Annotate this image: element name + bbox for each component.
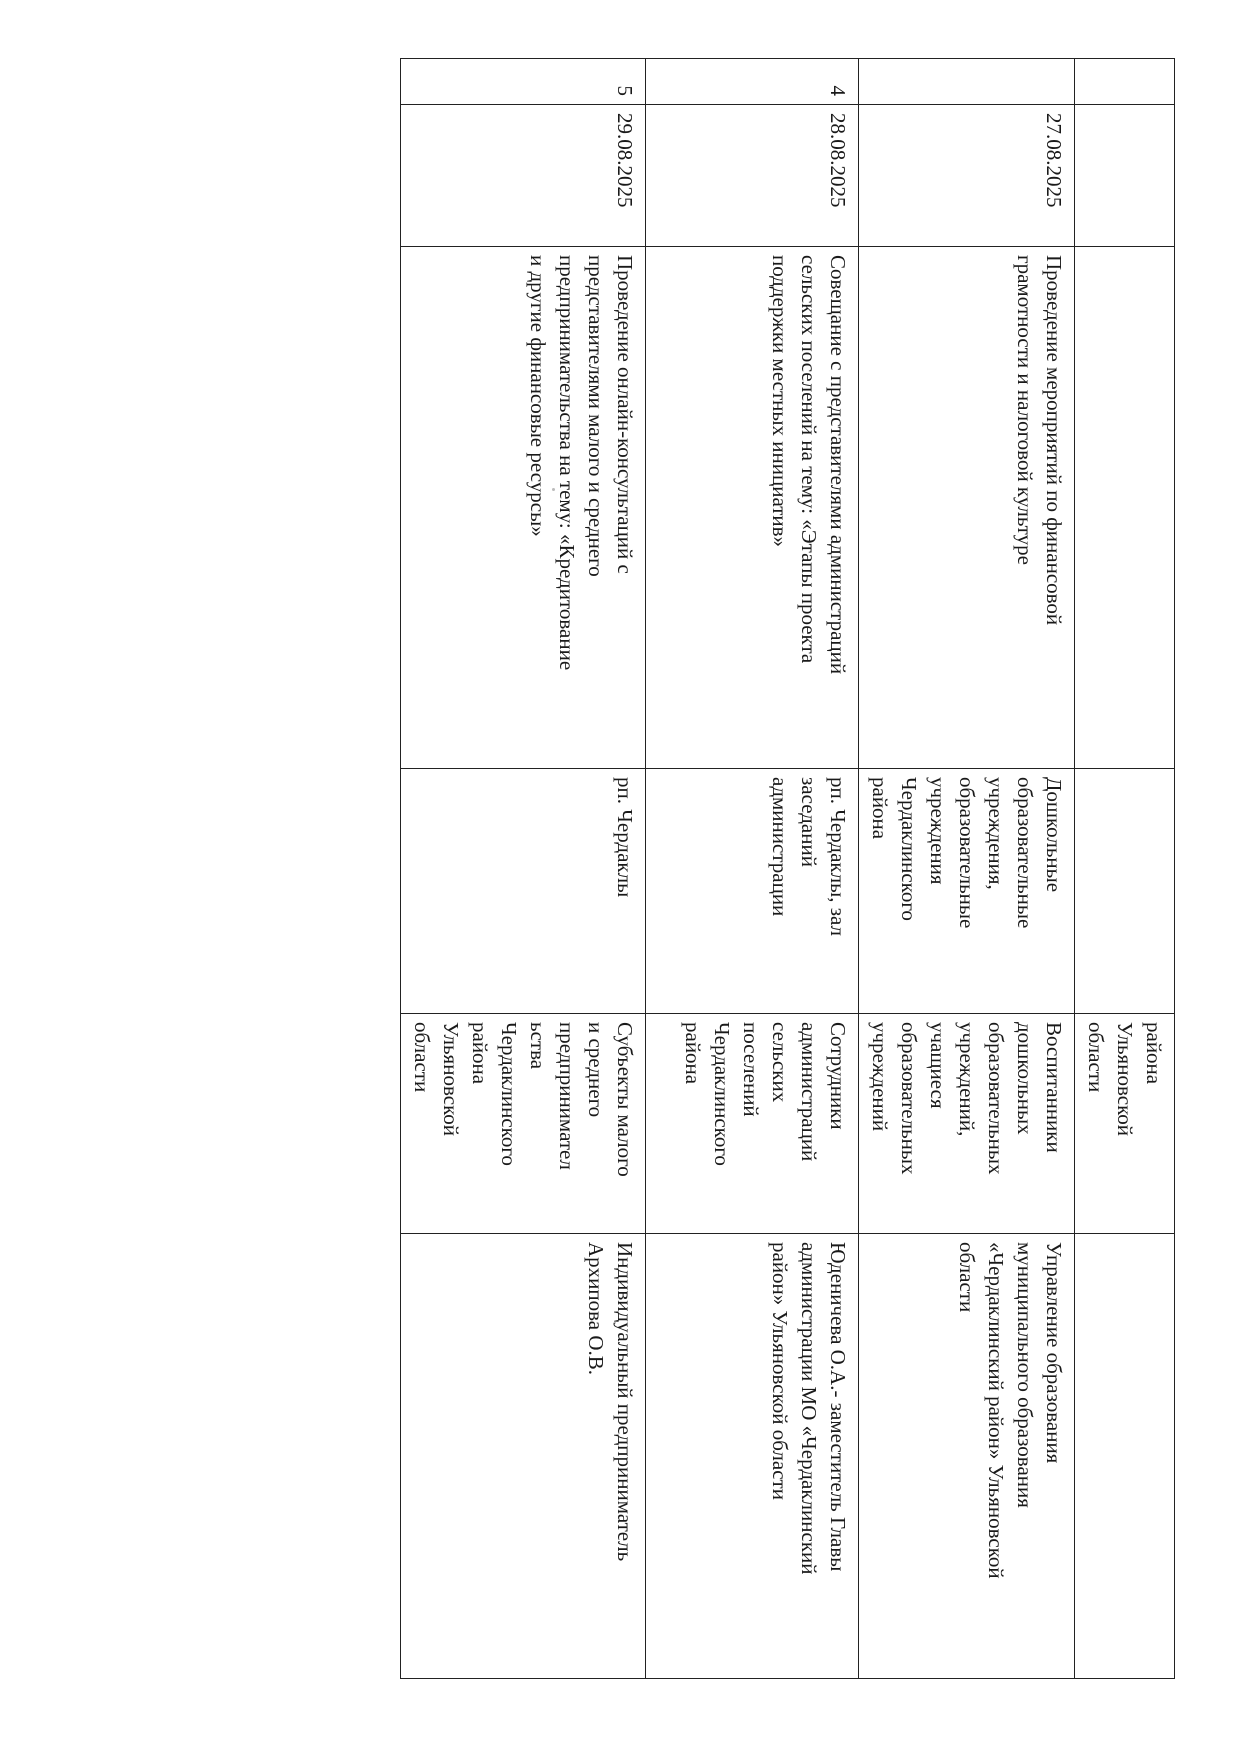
row-number-cell: 5 [401,59,646,105]
responsible-cell: Управление образования муниципального образования «Чердаклинский район» Ульяновской области [859,1234,1075,1679]
audience-cell: Сотрудники администраций сельских поселений Чердаклинского района [646,1014,859,1234]
table-row [401,59,646,1679]
audience-cell: Воспитанники дошкольных образовательных учреждений, учащиеся образовательных учреждений [859,1014,1075,1234]
date-cell: 27.08.2025 [859,105,1075,247]
rotated-table-frame [410,58,1175,1678]
audience-cell: района Ульяновской области [1075,1014,1175,1234]
event-cell [1075,247,1175,769]
responsible-cell: Юденичева О.А.- заместитель Главы администрации МО «Чердаклинский район» Ульяновской области [646,1234,859,1679]
event-cell: Совещание с представителями администраций сельских поселений на тему: «Этапы проекта поддержки местных инициатив» [646,247,859,769]
event-schedule-table [400,58,1175,1679]
row-number-cell [1075,59,1175,105]
row-number-cell [859,59,1075,105]
event-cell: Проведение онлайн-консультаций с представителями малого и среднего предпринимательства на тему: «Кредитование и другие финансовые ресурсы» [401,247,646,769]
date-cell: 28.08.2025 [646,105,859,247]
table-row [1075,59,1175,1679]
place-cell: рп. Чердаклы [401,769,646,1014]
audience-cell: Субъекты малого и среднего предпринимател ьства Чердаклинского района Ульяновской области [401,1014,646,1234]
responsible-cell: Индивидуальный предприниматель Архипова О.В. [401,1234,646,1679]
date-cell: 29.08.2025 [401,105,646,247]
event-cell: Проведение мероприятий по финансовой грамотности и налоговой культуре [859,247,1075,769]
place-cell [1075,769,1175,1014]
table-row [646,59,859,1679]
place-cell: Дошкольные образовательные учреждения, образовательные учреждения Чердаклинского района [859,769,1075,1014]
place-cell: рп. Чердаклы, зал заседаний администрации [646,769,859,1014]
responsible-cell [1075,1234,1175,1679]
row-number-cell: 4 [646,59,859,105]
table-row [859,59,1075,1679]
date-cell [1075,105,1175,247]
scan-artifact-dot [552,488,555,491]
